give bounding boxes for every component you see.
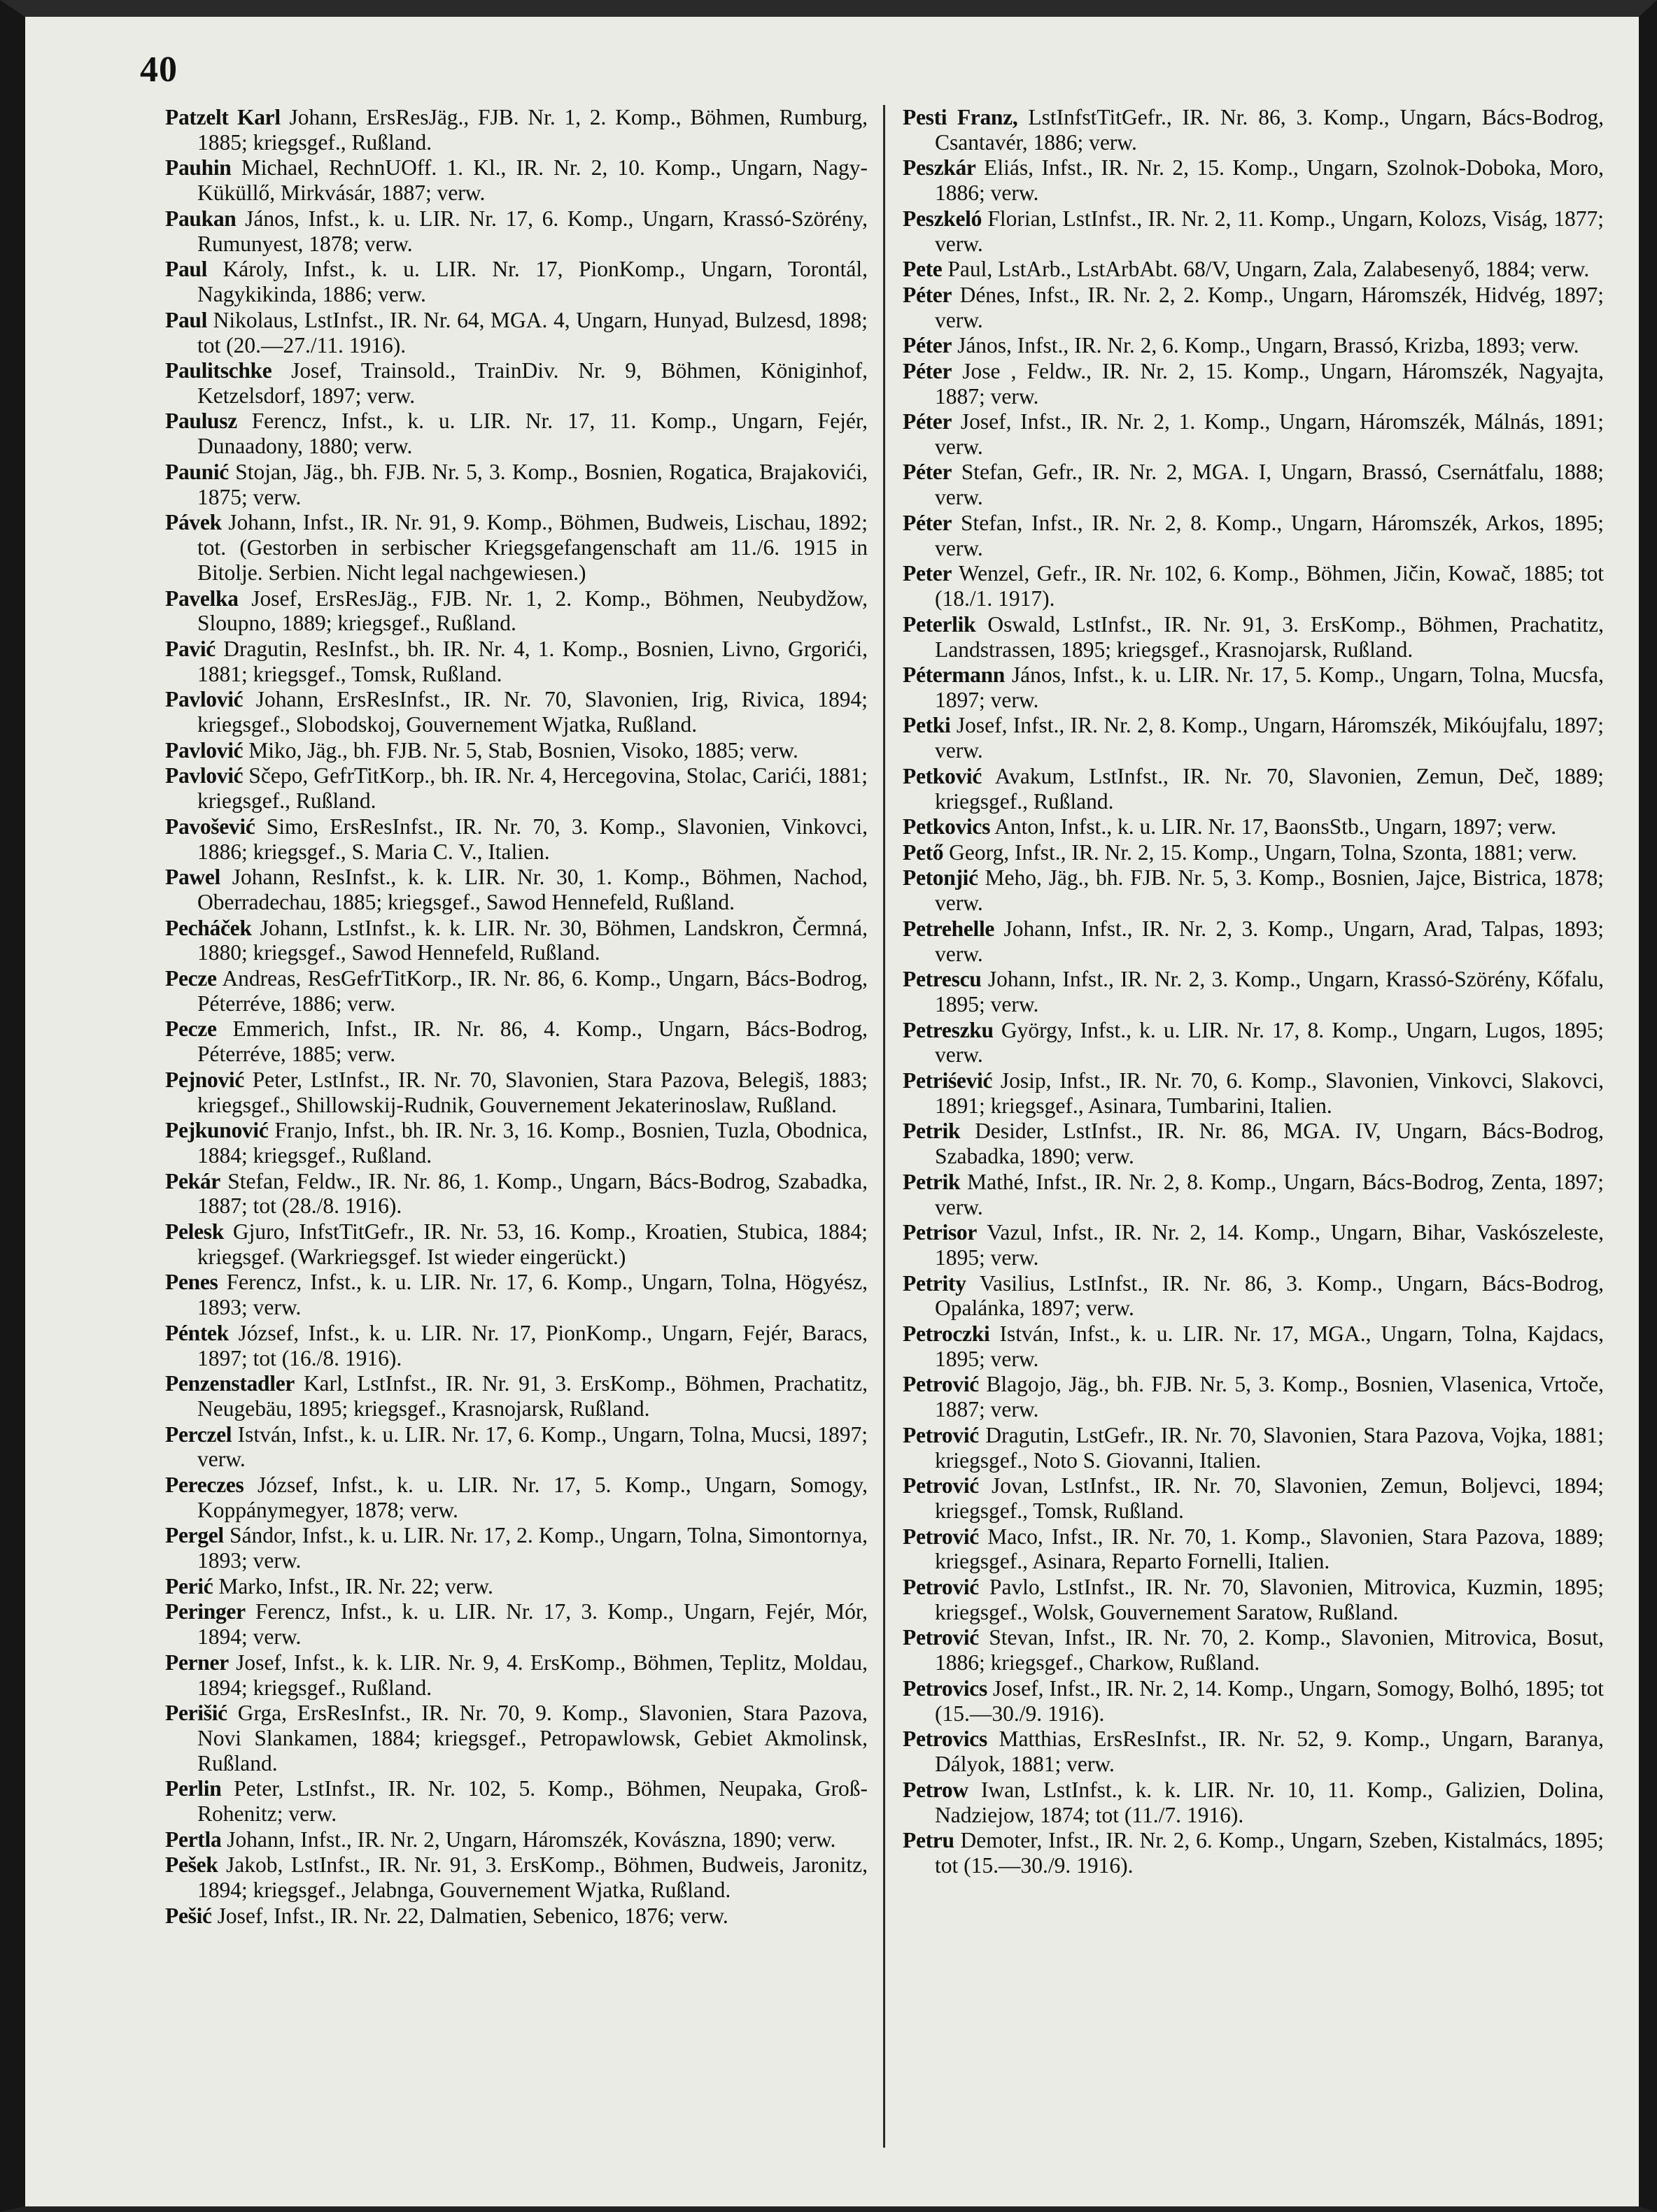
entry-surname: Petru [903, 1828, 954, 1852]
register-entry [903, 359, 1604, 409]
register-entry [165, 1118, 868, 1168]
entry-details: Avakum, LstInfst., IR. Nr. 70, Slavonien, Zemun, Deč, 1889; kriegsgef., Rußland. [935, 763, 1604, 814]
entry-details: Pavlo, LstInfst., IR. Nr. 70, Slavonien, Mitrovica, Kuzmin, 1895; kriegsgef., Wolsk, Gouvernement Saratow, Rußland. [935, 1574, 1605, 1624]
entry-details: Josip, Infst., IR. Nr. 70, 6. Komp., Slavonien, Vinkovci, Slakovci, 1891; kriegsgef., Asinara, Tumbarini, Italien. [935, 1068, 1605, 1118]
entry-details: Maco, Infst., IR. Nr. 70, 1. Komp., Slavonien, Stara Pazova, 1889; kriegsgef., Asinara, Reparto Fornelli, Italien. [935, 1524, 1604, 1574]
entry-surname: Petonjić [903, 865, 978, 891]
register-entry [165, 1701, 868, 1776]
entry-details: Johann, ResInfst., k. k. LIR. Nr. 30, 1. Komp., Böhmen, Nachod, Oberradechau, 1885; kriegsgef., Sawod Hennefeld, Rußland. [197, 865, 868, 914]
register-entry [903, 1828, 1604, 1878]
register-entry [165, 1068, 868, 1118]
entry-details: Mathé, Infst., IR. Nr. 2, 8. Komp., Ungarn, Bács-Bodrog, Zenta, 1897; verw. [935, 1169, 1604, 1219]
entry-details: Josef, Infst., IR. Nr. 2, 14. Komp., Ungarn, Somogy, Bolhó, 1895; tot (15.—30./9. 1916). [935, 1675, 1604, 1726]
register-entry [165, 687, 868, 737]
register-entry [165, 1776, 868, 1827]
register-entry [165, 510, 868, 586]
entry-surname: Péter [903, 460, 952, 485]
entry-details: István, Infst., k. u. LIR. Nr. 17, 6. Komp., Ungarn, Tolna, Mucsi, 1897; verw. [197, 1422, 868, 1472]
entry-surname: Pecze [165, 965, 217, 991]
entry-surname: Petroczki [903, 1321, 990, 1346]
entry-details: Johann, ErsResJäg., FJB. Nr. 1, 2. Komp., Böhmen, Rumburg, 1885; kriegsgef., Rußland. [197, 105, 868, 155]
entry-details: Stefan, Infst., IR. Nr. 2, 8. Komp., Ungarn, Háromszék, Arkos, 1895; verw. [935, 510, 1604, 560]
entry-surname: Petković [903, 763, 982, 788]
entry-details: Johann, Infst., IR. Nr. 2, Ungarn, Háromszék, Kovászna, 1890; verw. [227, 1827, 836, 1852]
entry-surname: Petrik [903, 1169, 961, 1194]
entry-surname: Petrović [903, 1625, 979, 1650]
register-entry [903, 1119, 1604, 1169]
entry-surname: Petriśević [903, 1068, 993, 1093]
entry-surname: Peter [903, 561, 952, 586]
register-entry [903, 257, 1604, 282]
register-entry [165, 916, 868, 966]
entry-surname: Perišić [165, 1701, 227, 1726]
register-entry [903, 840, 1604, 865]
entry-surname: Pešek [165, 1852, 218, 1878]
entry-details: Blagojo, Jäg., bh. FJB. Nr. 5, 3. Komp., Bosnien, Vlasenica, Vrtoče, 1887; verw. [935, 1372, 1604, 1422]
register-entry [903, 1676, 1604, 1727]
entry-surname: Petrehelle [903, 916, 995, 941]
entry-details: Ferencz, Infst., k. u. LIR. Nr. 17, 3. Komp., Ungarn, Fejér, Mór, 1894; verw. [197, 1599, 868, 1650]
entry-surname: Peszkár [903, 155, 976, 180]
register-entry [165, 1219, 868, 1270]
register-entry [165, 155, 868, 206]
register-entry [165, 1169, 868, 1219]
register-entry [903, 662, 1604, 713]
entry-surname: Pete [903, 257, 943, 282]
entry-details: Iwan, LstInfst., k. k. LIR. Nr. 10, 11. Komp., Galizien, Dolina, Nadziejow, 1874; tot (11./7. 1916). [935, 1777, 1605, 1827]
entry-details: Jovan, LstInfst., IR. Nr. 70, Slavonien, Zemun, Boljevci, 1894; kriegsgef., Tomsk, Rußland. [935, 1473, 1605, 1524]
entry-surname: Perić [165, 1573, 213, 1598]
entry-details: Stojan, Jäg., bh. FJB. Nr. 5, 3. Komp., Bosnien, Rogatica, Brajakovići, 1875; verw. [197, 459, 868, 509]
entry-details: Marko, Infst., IR. Nr. 22; verw. [218, 1573, 493, 1598]
entry-details: Josef, Trainsold., TrainDiv. Nr. 9, Böhmen, Königinhof, Ketzelsdorf, 1897; verw. [197, 358, 868, 408]
entry-details: Meho, Jäg., bh. FJB. Nr. 5, 3. Komp., Bosnien, Jajce, Bistrica, 1878; verw. [935, 865, 1605, 916]
entry-details: Desider, LstInfst., IR. Nr. 86, MGA. IV, Ungarn, Bács-Bodrog, Szabadka, 1890; verw. [935, 1119, 1604, 1169]
entry-surname: Petkovics [903, 814, 991, 839]
register-entry [903, 561, 1604, 611]
register-entry [903, 1170, 1604, 1220]
entry-details: Sándor, Infst., k. u. LIR. Nr. 17, 2. Komp., Ungarn, Tolna, Simontornya, 1893; verw. [197, 1523, 868, 1573]
register-entry [165, 814, 868, 865]
entry-surname: Pavlović [165, 763, 244, 788]
entry-details: Gjuro, InfstTitGefr., IR. Nr. 53, 16. Komp., Kroatien, Stubica, 1884; kriegsgef. (Warkriegsgef. Ist wieder eingerückt.) [197, 1219, 868, 1269]
entry-details: Dragutin, LstGefr., IR. Nr. 70, Slavonien, Stara Pazova, Vojka, 1881; kriegsgef., Noto S. Giovanni, Italien. [935, 1422, 1605, 1473]
register-entry [165, 865, 868, 915]
entry-details: Franjo, Infst., bh. IR. Nr. 3, 16. Komp., Bosnien, Tuzla, Obodnica, 1884; kriegsgef., Rußland. [197, 1118, 868, 1168]
register-entry [903, 1372, 1604, 1422]
register-entry [165, 637, 868, 687]
entry-surname: Pavelka [165, 586, 239, 611]
register-entry [903, 1473, 1604, 1524]
entry-details: Matthias, ErsResInfst., IR. Nr. 52, 9. Komp., Ungarn, Baranya, Dályok, 1881; verw. [935, 1727, 1604, 1777]
entry-surname: Petrow [903, 1777, 968, 1802]
register-entry [903, 283, 1604, 333]
entry-surname: Pecze [165, 1016, 217, 1042]
entry-details: Demoter, Infst., IR. Nr. 2, 6. Komp., Ungarn, Szeben, Kistalmács, 1895; tot (15.—30./9. 1916). [935, 1828, 1604, 1878]
entry-details: Stefan, Feldw., IR. Nr. 86, 1. Komp., Ungarn, Bács-Bodrog, Szabadka, 1887; tot (28./8. 1916). [197, 1168, 868, 1219]
entry-details: Paul, LstArb., LstArbAbt. 68/V, Ungarn, Zala, Zalabesenyő, 1884; verw. [947, 257, 1590, 282]
register-entry [903, 1018, 1604, 1068]
entry-surname: Petrović [903, 1524, 979, 1549]
entry-details: Károly, Infst., k. u. LIR. Nr. 17, PionKomp., Ungarn, Torontál, Nagykikinda, 1886; verw. [197, 257, 868, 307]
entry-details: Ferencz, Infst., k. u. LIR. Nr. 17, 11. Komp., Ungarn, Fejér, Dunaadony, 1880; verw. [197, 409, 868, 459]
entry-details: János, Infst., IR. Nr. 2, 6. Komp., Ungarn, Brassó, Krizba, 1893; verw. [957, 333, 1579, 358]
register-entry [903, 713, 1604, 763]
entry-details: Oswald, LstInfst., IR. Nr. 91, 3. ErsKomp., Böhmen, Prachatitz, Landstrassen, 1895; kriegsgef., Krasnojarsk, Rußland. [935, 611, 1605, 662]
entry-surname: Péter [903, 409, 952, 434]
entry-surname: Paukan [165, 206, 237, 231]
register-entry [165, 966, 868, 1016]
entry-details: Josef, Infst., k. k. LIR. Nr. 9, 4. ErsKomp., Böhmen, Teplitz, Moldau, 1894; kriegsgef., Rußland. [197, 1650, 868, 1700]
register-entry [903, 460, 1604, 510]
entry-surname: Petrović [903, 1422, 979, 1447]
register-entry [165, 1574, 868, 1599]
register-entry [165, 738, 868, 763]
entry-surname: Pesti Franz, [903, 105, 1018, 129]
register-entry [903, 1271, 1604, 1321]
entry-surname: Pawel [165, 865, 220, 890]
entry-details: Johann, LstInfst., k. k. LIR. Nr. 30, Böhmen, Landskron, Čermná, 1880; kriegsgef., Sawod Hennefeld, Rußland. [197, 915, 868, 965]
entry-surname: Peringer [165, 1599, 246, 1624]
register-entry [903, 1220, 1604, 1270]
entry-surname: Pauhin [165, 155, 232, 180]
entry-details: Josef, Infst., IR. Nr. 22, Dalmatien, Sebenico, 1876; verw. [217, 1903, 728, 1928]
register-entry [165, 1270, 868, 1320]
entry-surname: Pavošević [165, 814, 255, 839]
entry-details: Johann, Infst., IR. Nr. 2, 3. Komp., Ungarn, Arad, Talpas, 1893; verw. [935, 916, 1604, 966]
entry-details: Johann, Infst., IR. Nr. 91, 9. Komp., Böhmen, Budweis, Lischau, 1892; tot. (Gestorben in serbischer Kriegsgefangenschaft am 11./6. 1915 in Bitolje. Serbien. Nicht legal nachgewiesen.) [197, 510, 868, 586]
register-entry [903, 967, 1604, 1017]
entry-surname: Petrik [903, 1119, 961, 1144]
entry-surname: Péter [903, 333, 952, 358]
page-number: 40 [140, 50, 178, 90]
entry-surname: Pavlović [165, 737, 244, 763]
entry-details: Sčepo, GefrTitKorp., bh. IR. Nr. 4, Hercegovina, Stolac, Carići, 1881; kriegsgef., Rußland. [197, 763, 868, 814]
entry-details: Anton, Infst., k. u. LIR. Nr. 17, BaonsStb., Ungarn, 1897; verw. [994, 814, 1557, 839]
entry-details: György, Infst., k. u. LIR. Nr. 17, 8. Komp., Ungarn, Lugos, 1895; verw. [935, 1017, 1604, 1068]
entry-surname: Petrović [903, 1372, 979, 1397]
register-entry [165, 257, 868, 307]
entry-surname: Perlin [165, 1776, 222, 1801]
register-entry [165, 1321, 868, 1371]
entry-details: Peter, LstInfst., IR. Nr. 102, 5. Komp., Böhmen, Neupaka, Groß-Rohenitz; verw. [197, 1776, 868, 1827]
entry-surname: Paul [165, 257, 208, 282]
register-entry [903, 612, 1604, 662]
register-entry [903, 1423, 1604, 1473]
entry-details: Florian, LstInfst., IR. Nr. 2, 11. Komp., Ungarn, Kolozs, Viság, 1877; verw. [935, 206, 1605, 256]
register-entry [903, 206, 1604, 257]
entry-surname: Pertla [165, 1827, 222, 1852]
register-entry [903, 814, 1604, 839]
entry-details: Georg, Infst., IR. Nr. 2, 15. Komp., Ungarn, Tolna, Szonta, 1881; verw. [949, 839, 1577, 865]
entry-surname: Pavlović [165, 687, 244, 712]
register-entry [165, 1903, 868, 1929]
register-entry [903, 1625, 1604, 1675]
entry-details: Johann, ErsResInfst., IR. Nr. 70, Slavonien, Irig, Rivica, 1894; kriegsgef., Slobodskoj, Gouvernement Wjatka, Rußland. [197, 687, 868, 737]
register-entry [903, 409, 1604, 460]
register-entry [903, 333, 1604, 358]
entry-surname: Peterlik [903, 611, 976, 637]
entry-surname: Petki [903, 713, 951, 738]
entry-surname: Perczel [165, 1422, 232, 1447]
entry-details: Miko, Jäg., bh. FJB. Nr. 5, Stab, Bosnien, Visoko, 1885; verw. [248, 737, 798, 763]
register-entry [903, 155, 1604, 206]
entry-surname: Pereczes [165, 1472, 244, 1497]
entry-details: Dénes, Infst., IR. Nr. 2, 2. Komp., Ungarn, Háromszék, Hidvég, 1897; verw. [935, 282, 1605, 332]
entry-surname: Pelesk [165, 1219, 224, 1244]
entry-details: Emmerich, Infst., IR. Nr. 86, 4. Komp., Ungarn, Bács-Bodrog, Péterréve, 1885; verw. [197, 1016, 868, 1067]
entry-details: Vazul, Infst., IR. Nr. 2, 14. Komp., Ungarn, Bihar, Vaskószeleste, 1895; verw. [935, 1220, 1604, 1270]
register-entry [165, 763, 868, 814]
entry-details: Jose , Feldw., IR. Nr. 2, 15. Komp., Ungarn, Háromszék, Nagyajta, 1887; verw. [935, 358, 1605, 409]
entry-details: Wenzel, Gefr., IR. Nr. 102, 6. Komp., Böhmen, Jičin, Kowač, 1885; tot (18./1. 1917). [935, 561, 1604, 611]
register-entry [903, 1727, 1604, 1777]
entry-details: Josef, Infst., IR. Nr. 2, 1. Komp., Ungarn, Háromszék, Málnás, 1891; verw. [935, 409, 1604, 459]
register-entry [165, 1827, 868, 1852]
entry-details: János, Infst., k. u. LIR. Nr. 17, 5. Komp., Ungarn, Tolna, Mucsfa, 1897; verw. [935, 662, 1605, 712]
register-entry [903, 865, 1604, 916]
register-entry [165, 1599, 868, 1650]
entry-details: József, Infst., k. u. LIR. Nr. 17, 5. Komp., Ungarn, Somogy, Koppánymegyer, 1878; verw. [197, 1472, 868, 1522]
register-entry [903, 1575, 1604, 1625]
entry-surname: Pekár [165, 1168, 220, 1193]
register-entry [903, 1321, 1604, 1372]
entry-details: József, Infst., k. u. LIR. Nr. 17, PionKomp., Ungarn, Fejér, Baracs, 1897; tot (16./8. 1916). [197, 1320, 868, 1370]
entry-surname: Paulusz [165, 409, 237, 434]
register-entry [165, 1422, 868, 1473]
entry-surname: Perner [165, 1650, 229, 1675]
entry-surname: Pergel [165, 1523, 224, 1548]
entry-surname: Petrity [903, 1270, 966, 1296]
register-entry [165, 308, 868, 358]
entry-details: Josef, ErsResJäg., FJB. Nr. 1, 2. Komp., Böhmen, Neubydžow, Sloupno, 1889; kriegsgef., Rußland. [197, 586, 868, 636]
entry-surname: Petrovics [903, 1727, 987, 1752]
right-column [903, 105, 1604, 1878]
register-entry [903, 105, 1604, 155]
register-entry [165, 1852, 868, 1903]
register-entry [165, 1016, 868, 1067]
entry-details: Karl, LstInfst., IR. Nr. 91, 3. ErsKomp., Böhmen, Prachatitz, Neugebäu, 1895; kriegsgef., Krasnojarsk, Rußland. [197, 1371, 868, 1422]
entry-details: Dragutin, ResInfst., bh. IR. Nr. 4, 1. Komp., Bosnien, Livno, Grgorići, 1881; kriegsgef., Tomsk, Rußland. [197, 636, 868, 686]
entry-details: János, Infst., k. u. LIR. Nr. 17, 6. Komp., Ungarn, Krassó-Szörény, Rumunyest, 1878; verw. [197, 206, 868, 256]
entry-surname: Paul [165, 307, 208, 332]
entry-details: Grga, ErsResInfst., IR. Nr. 70, 9. Komp., Slavonien, Stara Pazova, Novi Slankamen, 1884; kriegsgef., Petropawlowsk, Gebiet Akmolinsk, Rußland. [197, 1701, 868, 1775]
register-entry [903, 764, 1604, 814]
entry-surname: Petreszku [903, 1017, 994, 1042]
entry-details: Johann, Infst., IR. Nr. 2, 3. Komp., Ungarn, Krassó-Szörény, Kőfalu, 1895; verw. [935, 967, 1604, 1016]
entry-details: Nikolaus, LstInfst., IR. Nr. 64, MGA. 4, Ungarn, Hunyad, Bulzesd, 1898; tot (20.—27./11. 1916). [197, 307, 868, 357]
left-column [165, 105, 868, 1929]
entry-details: Vasilius, LstInfst., IR. Nr. 86, 3. Komp., Ungarn, Bács-Bodrog, Opalánka, 1897; verw. [935, 1270, 1604, 1321]
entry-details: LstInfstTitGefr., IR. Nr. 86, 3. Komp., Ungarn, Bács-Bodrog, Csantavér, 1886; verw. [935, 105, 1605, 155]
entry-details: Andreas, ResGefrTitKorp., IR. Nr. 86, 6. Komp., Ungarn, Bács-Bodrog, Péterréve, 1886; verw. [197, 965, 868, 1016]
entry-details: Stevan, Infst., IR. Nr. 70, 2. Komp., Slavonien, Mitrovica, Bosut, 1886; kriegsgef., Charkow, Rußland. [935, 1625, 1604, 1675]
entry-details: Michael, RechnUOff. 1. Kl., IR. Nr. 2, 10. Komp., Ungarn, Nagy-Küküllő, Mirkvásár, 1887; verw. [197, 155, 868, 206]
register-entry [165, 1650, 868, 1701]
register-entry [165, 1371, 868, 1422]
entry-surname: Petrović [903, 1473, 979, 1498]
entry-surname: Pétermann [903, 662, 1006, 688]
column-divider [883, 105, 885, 2148]
entry-surname: Petrović [903, 1574, 979, 1599]
entry-surname: Pávek [165, 510, 222, 535]
register-entry [903, 1068, 1604, 1119]
register-entry [903, 1778, 1604, 1828]
entry-surname: Péntek [165, 1320, 229, 1345]
entry-surname: Petrescu [903, 967, 982, 992]
entry-surname: Péter [903, 358, 952, 383]
entry-surname: Pejnović [165, 1067, 245, 1092]
entry-surname: Petrovics [903, 1675, 987, 1701]
register-entry [165, 1473, 868, 1523]
register-entry [903, 916, 1604, 967]
entry-surname: Penzenstadler [165, 1371, 295, 1396]
register-entry [165, 105, 868, 155]
entry-details: István, Infst., k. u. LIR. Nr. 17, MGA., Ungarn, Tolna, Kajdacs, 1895; verw. [935, 1321, 1604, 1371]
entry-details: Jakob, LstInfst., IR. Nr. 91, 3. ErsKomp., Böhmen, Budweis, Jaronitz, 1894; kriegsgef., Jelabnga, Gouvernement Wjatka, Rußland. [197, 1852, 868, 1903]
register-entry [165, 460, 868, 510]
register-entry [165, 586, 868, 637]
entry-surname: Pejkunović [165, 1118, 269, 1143]
entry-surname: Péter [903, 282, 952, 307]
entry-details: Eliás, Infst., IR. Nr. 2, 15. Komp., Ungarn, Szolnok-Doboka, Moro, 1886; verw. [935, 155, 1605, 206]
entry-details: Peter, LstInfst., IR. Nr. 70, Slavonien, Stara Pazova, Belegiš, 1883; kriegsgef., Shillowskij-Rudnik, Gouvernement Jekaterinoslaw, Rußland. [197, 1067, 868, 1117]
register-entry [903, 1524, 1604, 1575]
register-entry [903, 511, 1604, 561]
entry-surname: Pető [903, 839, 944, 865]
register-entry [165, 206, 868, 257]
register-entry [165, 1523, 868, 1573]
entry-surname: Pecháček [165, 915, 252, 940]
entry-surname: Paulitschke [165, 358, 272, 383]
register-entry [165, 358, 868, 409]
entry-details: Stefan, Gefr., IR. Nr. 2, MGA. I, Ungarn, Brassó, Csernátfalu, 1888; verw. [935, 460, 1604, 510]
entry-surname: Peszkeló [903, 206, 982, 231]
entry-surname: Patzelt Karl [165, 105, 281, 129]
entry-surname: Penes [165, 1270, 218, 1295]
entry-surname: Pavić [165, 636, 216, 661]
entry-surname: Pešić [165, 1903, 212, 1928]
entry-details: Ferencz, Infst., k. u. LIR. Nr. 17, 6. Komp., Ungarn, Tolna, Högyész, 1893; verw. [197, 1270, 868, 1320]
entry-surname: Péter [903, 510, 952, 535]
entry-surname: Paunić [165, 459, 229, 484]
register-entry [165, 409, 868, 459]
entry-surname: Petrisor [903, 1220, 978, 1245]
entry-details: Josef, Infst., IR. Nr. 2, 8. Komp., Ungarn, Háromszék, Mikóujfalu, 1897; verw. [935, 713, 1604, 763]
entry-details: Simo, ErsResInfst., IR. Nr. 70, 3. Komp., Slavonien, Vinkovci, 1886; kriegsgef., S. Maria C. V., Italien. [197, 814, 868, 864]
